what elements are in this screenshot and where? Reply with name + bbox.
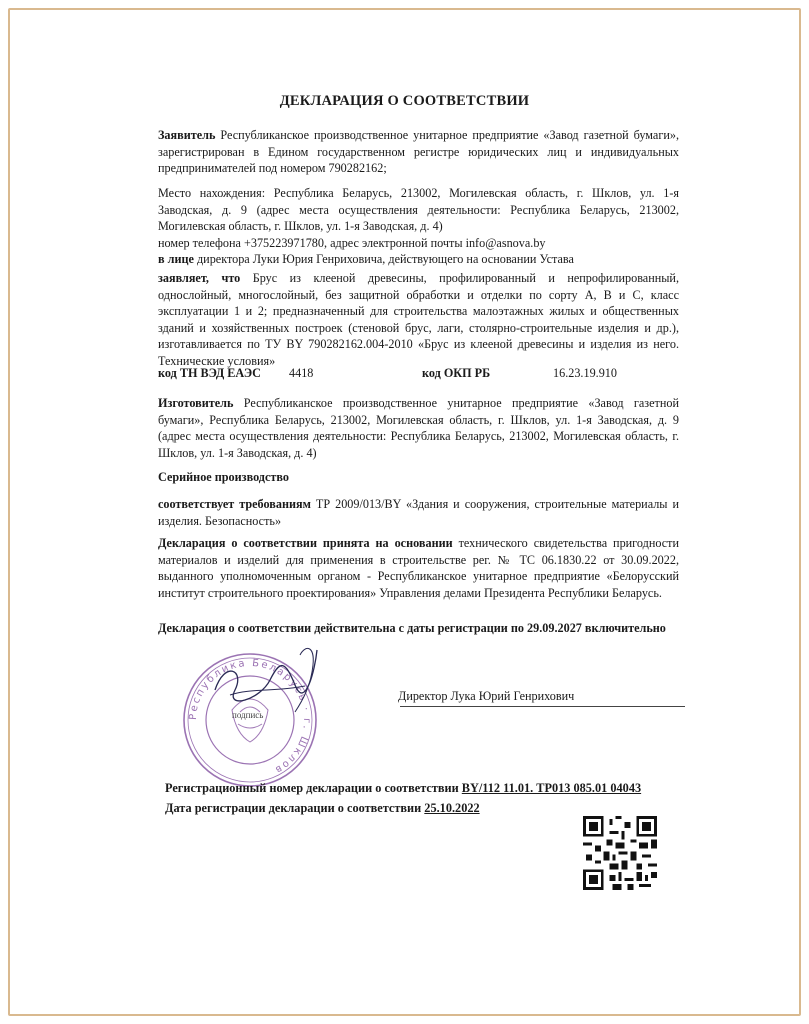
tn-code-label: код ТН ВЭД ЕАЭС	[158, 366, 261, 380]
validity-text: Декларация о соответствии действительна с даты регистрации по 29.09.2027 включительно	[158, 621, 666, 635]
registration-number-label: Регистрационный номер декларации о соответствии	[165, 781, 459, 795]
manufacturer-text: Республиканское производственное унитарное предприятие «Завод газетной бумаги», Республика Беларусь, 213002, Могилевская область, г. Шклов, ул. 1-я Заводская, д. 9 (адрес места осуществления деятельности: Республика Беларусь, 213002, Могилевская область, г. Шклов, ул. 1-я Заводская, д. 4)	[158, 396, 679, 460]
registration-number-value: BY/112 11.01. ТР013 085.01 04043	[461, 781, 642, 795]
registration-number-line	[165, 781, 641, 796]
registration-date-value: 25.10.2022	[424, 801, 480, 815]
declares-section	[158, 270, 679, 369]
declares-label: заявляет, что	[158, 271, 241, 285]
compliance-label: соответствует требованиям	[158, 497, 311, 511]
registration-date-label: Дата регистрации декларации о соответствии	[165, 801, 422, 815]
compliance-section	[158, 496, 679, 529]
seal-caption: подпись	[232, 710, 264, 720]
qr-code-icon	[583, 816, 657, 890]
tn-code-value: 4418	[289, 366, 314, 380]
basis-label: Декларация о соответствии принята на основании	[158, 536, 453, 550]
location-text: Место нахождения: Республика Беларусь, 213002, Могилевская область, г. Шклов, ул. 1-я Заводская, д. 9 (адрес места осуществления деятельности: Республика Беларусь, 213002, Могилевская область, г. Шклов, ул. 1-я Заводская, д. 4)	[158, 186, 679, 233]
basis-text: технического свидетельства пригодности материалов и изделий для применения в строительстве рег. № ТС 06.1830.22 от 30.09.2022, выданного уполномоченным органом - Республиканское унитарное предприятие «Белорусский институт строительного проектирования» Управления делами Президента Республики Беларусь.	[158, 536, 679, 600]
phone-email-text: номер телефона +375223971780, адрес электронной почты info@asnova.by	[158, 235, 546, 250]
seal-ring-text: Республика Беларусь · г. Шклов	[187, 657, 313, 776]
manufacturer-label: Изготовитель	[158, 396, 234, 410]
okp-code-label: код ОКП РБ	[422, 366, 491, 380]
declares-text: Брус из клееной древесины, профилированный и непрофилированный, однослойный, многослойный, без защитной обработки и отделки по сорту А, В и С, класс эксплуатации 1 и 2; предназначенный для строительства малоэтажных жилых и общественных зданий и хозяйственных построек (стеновой брус, лаги, столярно-строительные изделия и др.), изготавливается по ТУ BY 790282162.004-2010 «Брус из клееной древесины и изделия из него. Технические условия»	[158, 271, 679, 368]
person-text: директора Луки Юрия Генриховича, действующего на основании Устава	[196, 252, 574, 266]
okp-code-value: 16.23.19.910	[553, 366, 617, 380]
director-name: Директор Лука Юрий Генрихович	[398, 689, 575, 703]
compliance-text: ТР 2009/013/BY «Здания и сооружения, строительные материалы и изделия. Безопасность»	[158, 497, 679, 528]
applicant-section	[158, 127, 679, 177]
document-title: ДЕКЛАРАЦИЯ О СООТВЕТСТВИИ	[279, 93, 530, 109]
manufacturer-section	[158, 395, 679, 461]
applicant-text: Республиканское производственное унитарное предприятие «Завод газетной бумаги», зарегистрирован в Едином государственном регистре юридических лиц и индивидуальных предпринимателей под номером 790282162;	[158, 128, 679, 175]
person-label: в лице	[158, 252, 194, 266]
signature-line	[400, 706, 685, 707]
serial-production: Серийное производство	[158, 470, 289, 484]
handwritten-signature	[205, 640, 330, 720]
applicant-label: Заявитель	[158, 128, 216, 142]
basis-section	[158, 535, 679, 601]
location-section	[158, 185, 679, 268]
registration-date-line	[165, 801, 480, 816]
